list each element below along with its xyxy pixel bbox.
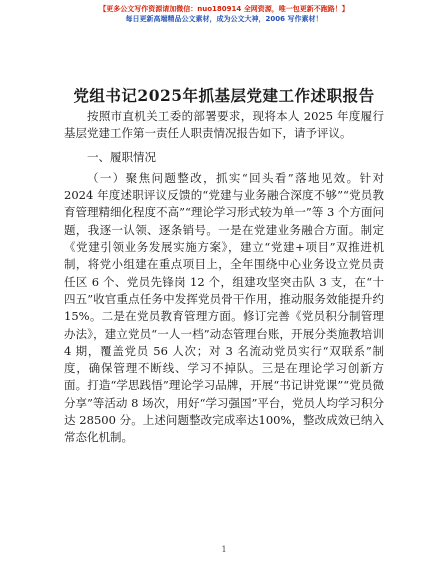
promo-line-1: 【更多公文写作资源请加微信：nuo180914 全网资源，唯一包更新不跑路！】 (99, 5, 349, 13)
section-heading: 一、履职情况 (87, 149, 156, 164)
document-body (64, 108, 384, 447)
body-paragraph: （一）聚焦问题整改，抓实“回头看”落地见效。针对 2024 年度述职评议反馈的“党建与业务融合深度不够”“党员教育管理精细化程度不高”“理论学习形式较为单一”等 3 个方面问题，我逐一认领、逐条销号。一是在党建业务融合方面。制定《党建引领业务发展实施方案》，建立“党建+项目”双推进机制，将党小组建在重点项目上，全年围绕中心业务设立党员责任区 6 个、党员先锋岗 12 个，组建攻坚突击队 3 支，在“十四五”收官重点任务中发挥党员骨干作用，推动服务效能提升约 15%。二是在党员教育管理方面。修订完善《党员积分制管理办法》，建立党员“一人一档”动态管理台账，开展分类施教培训 4 期，覆盖党员 56 人次；对 3 名流动党员实行“双联系”制度，确保管理不断线、学习不掉队。三是在理论学习创新方面。打造“学思践悟”理论学习品牌，开展“书记讲党课”“党员微分享”等活动 8 场次，用好“学习强国”平台，党员人均学习积分达 28500 分。上述问题整改完成率达100%，整改成效已纳入常态化机制。 (64, 170, 384, 445)
document-title: 党组书记2025年抓基层党建工作述职报告 (73, 86, 375, 105)
intro-paragraph: 按照市直机关工委的部署要求，现将本人 2025 年度履行基层党建工作第一责任人职责情况报告如下，请予评议。 (64, 109, 384, 141)
promo-banner (0, 4, 448, 24)
promo-line-2: 每日更新高端精品公文素材，成为公文大神，2006 写作素材！ (125, 15, 323, 23)
page-number: 1 (221, 545, 227, 554)
